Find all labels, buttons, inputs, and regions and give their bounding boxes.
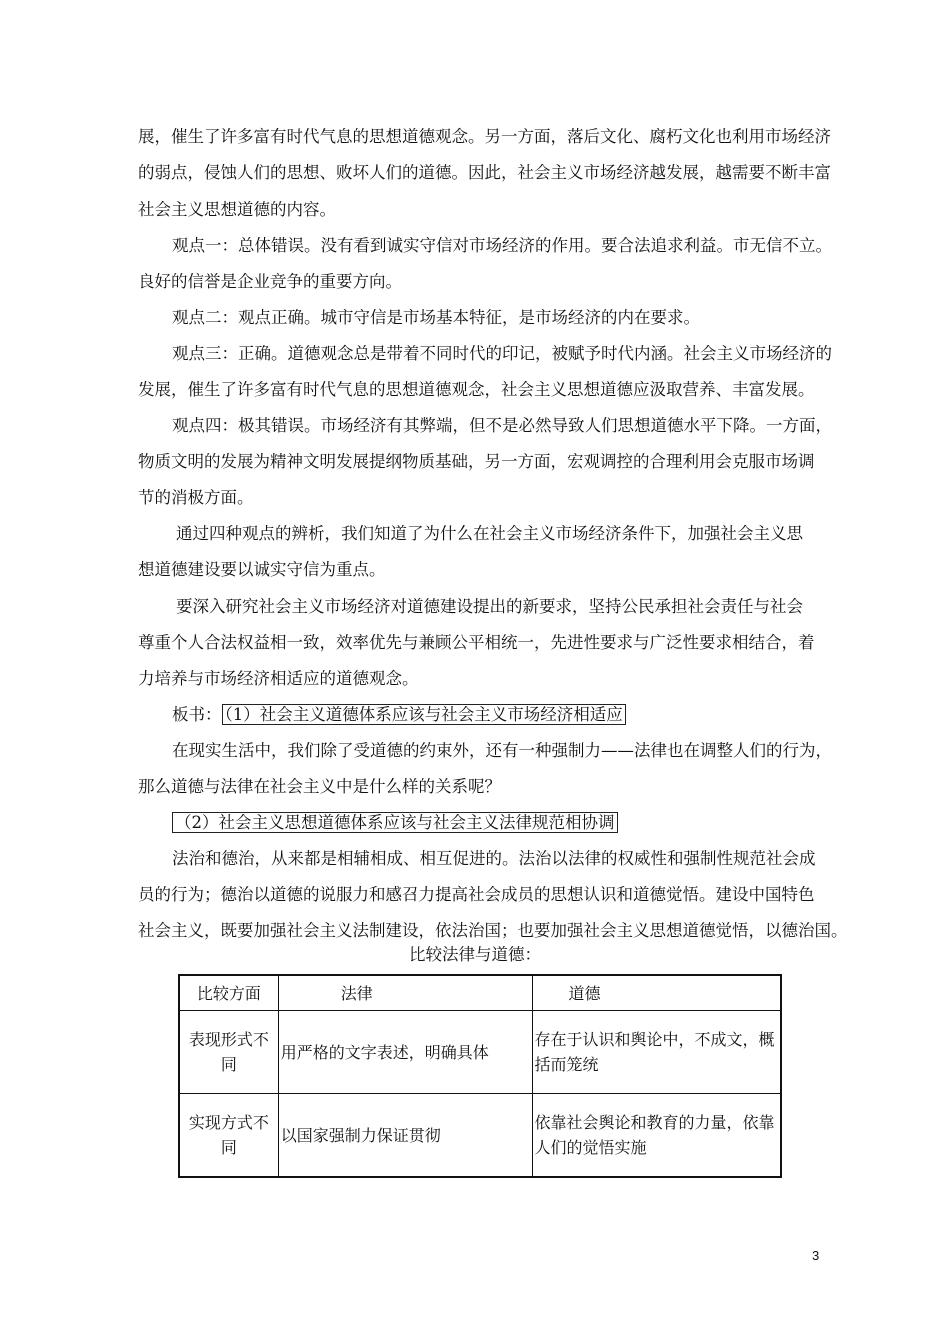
body-text-line: 展，催生了许多富有时代气息的思想道德观念。另一方面，落后文化、腐朽文化也利用市场经济 (138, 127, 831, 146)
table-cell: 用严格的文字表述，明确具体 (278, 1011, 532, 1094)
header-cell: 道德 (532, 975, 781, 1011)
body-text-line: 的弱点，侵蚀人们的思想、败坏人们的道德。因此，社会主义市场经济越发展，越需要不断丰富 (138, 163, 831, 182)
body-text-line: 要深入研究社会主义市场经济对道德建设提出的新要求，坚持公民承担社会责任与社会 (176, 597, 803, 616)
body-text-line: 物质文明的发展为精神文明发展提纲物质基础，另一方面，宏观调控的合理利用会克服市场调 (138, 452, 815, 471)
table-cell: 存在于认识和舆论中，不成文，概括而笼统 (532, 1011, 781, 1094)
header-cell: 比较方面 (179, 975, 278, 1011)
table-header-row (179, 975, 781, 1011)
body-text-line: 法治和德治，从来都是相辅相成、相互促进的。法治以法律的权威性和强制性规范社会成 (172, 849, 816, 868)
table-cell: 表现形式不同 (179, 1011, 278, 1094)
viewpoint-three: 观点三：正确。道德观念总是带着不同时代的印记，被赋予时代内涵。社会主义市场经济的 (172, 344, 832, 363)
table-cell: 实现方式不同 (179, 1094, 278, 1178)
body-text-line: 社会主义，既要加强社会主义法制建设，依法治国；也要加强社会主义思想道德觉悟，以德治国。 (138, 921, 848, 940)
table-cell: 依靠社会舆论和教育的力量，依靠人们的觉悟实施 (532, 1094, 781, 1178)
board-line-2 (172, 810, 862, 836)
board-line-1 (172, 702, 862, 728)
table-row (179, 1011, 781, 1094)
body-text-line: 通过四种观点的辨析，我们知道了为什么在社会主义市场经济条件下，加强社会主义思 (176, 524, 803, 543)
viewpoint-two: 观点二：观点正确。城市守信是市场基本特征，是市场经济的内在要求。 (172, 308, 700, 327)
board-prefix: 板书： (172, 705, 222, 724)
header-cell: 法律 (278, 975, 532, 1011)
page-number: 3 (812, 1248, 820, 1263)
body-text-line: 想道德建设要以诚实守信为重点。 (138, 560, 386, 579)
body-text-line: 力培养与市场经济相适应的道德观念。 (138, 669, 419, 688)
viewpoint-four: 观点四：极其错误。市场经济有其弊端，但不是必然导致人们思想道德水平下降。一方面， (172, 416, 832, 435)
board-item-1: （1）社会主义道德体系应该与社会主义市场经济相适应 (222, 704, 626, 725)
body-text-line: 尊重个人合法权益相一致，效率优先与兼顾公平相统一，先进性要求与广泛性要求相结合，着 (138, 633, 815, 652)
board-item-2: （2）社会主义思想道德体系应该与社会主义法律规范相协调 (172, 812, 618, 833)
body-text-line: 发展，催生了许多富有时代气息的思想道德观念，社会主义思想道德应汲取营养、丰富发展。 (138, 380, 815, 399)
body-text-line: 良好的信誉是企业竞争的重要方向。 (138, 272, 402, 291)
table-cell: 以国家强制力保证贯彻 (278, 1094, 532, 1178)
body-text-line: 那么道德与法律在社会主义中是什么样的关系呢？ (138, 777, 501, 796)
table-caption: 比较法律与道德： (409, 945, 541, 964)
body-text-line: 在现实生活中，我们除了受道德的约束外，还有一种强制力——法律也在调整人们的行为， (172, 741, 832, 760)
body-text-line: 社会主义思想道德的内容。 (138, 200, 336, 219)
table-row (179, 1094, 781, 1178)
body-text-line: 员的行为；德治以道德的说服力和感召力提高社会成员的思想认识和道德觉悟。建设中国特色 (138, 885, 815, 904)
body-text-line: 节的消极方面。 (138, 488, 254, 507)
viewpoint-one: 观点一：总体错误。没有看到诚实守信对市场经济的作用。要合法追求利益。市无信不立。 (172, 236, 832, 255)
comparison-table (178, 974, 782, 1178)
